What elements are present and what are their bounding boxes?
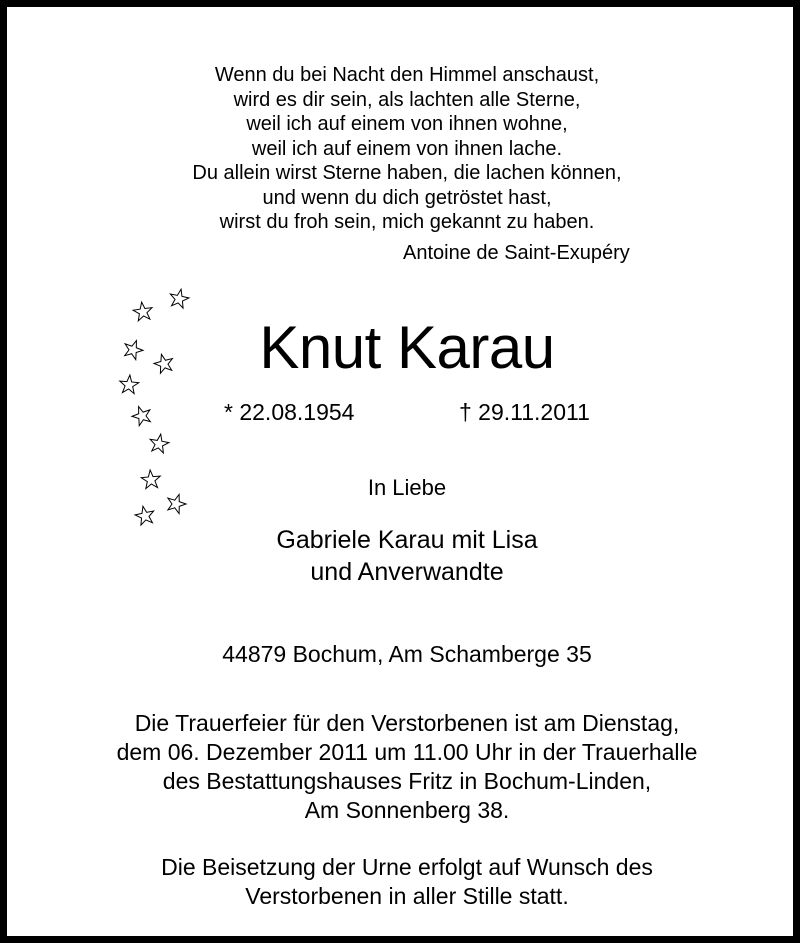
death-date: † 29.11.2011 xyxy=(459,399,590,425)
poem-line: Du allein wirst Sterne haben, die lachen können, xyxy=(192,162,622,184)
star-icon xyxy=(134,504,156,526)
poem-line: weil ich auf einem von ihnen wohne, xyxy=(246,113,568,135)
poem-line: wird es dir sein, als lachten alle Sterne, xyxy=(233,88,581,111)
burial-line: Die Beisetzung der Urne erfolgt auf Wunsch des xyxy=(161,854,653,880)
birth-date: * 22.08.1954 xyxy=(224,399,355,425)
deceased-name: Knut Karau xyxy=(259,314,555,381)
poem-line: Wenn du bei Nacht den Himmel anschaust, xyxy=(214,64,600,86)
ceremony-line: Am Sonnenberg 38. xyxy=(304,797,510,823)
mourner-line: Gabriele Karau mit Lisa xyxy=(276,526,538,554)
ceremony-line: Die Trauerfeier für den Verstorbenen ist am Dienstag, xyxy=(134,710,680,736)
star-icon xyxy=(130,403,154,427)
poem-line: und wenn du dich getröstet hast, xyxy=(262,186,552,209)
in-love-label: In Liebe xyxy=(367,475,447,500)
star-icon xyxy=(168,287,190,309)
mourners xyxy=(7,524,800,588)
ceremony-details xyxy=(7,709,800,825)
poem xyxy=(7,63,800,235)
mourner-line: und Anverwandte xyxy=(310,558,504,586)
poem-line: weil ich auf einem von ihnen lache. xyxy=(251,137,563,160)
burial-line: Verstorbenen in aller Stille statt. xyxy=(245,883,569,909)
poem-line: wirst du froh sein, mich gekannt zu haben. xyxy=(219,211,595,233)
ceremony-line: dem 06. Dezember 2011 um 11.00 Uhr in der Trauerhalle xyxy=(116,739,698,765)
poem-author: Antoine de Saint-Exupéry xyxy=(403,242,630,264)
address: 44879 Bochum, Am Schamberge 35 xyxy=(222,641,592,667)
star-icon xyxy=(148,433,170,454)
burial-details xyxy=(7,853,800,911)
ceremony-line: des Bestattungshauses Fritz in Bochum-Linden, xyxy=(162,768,652,794)
